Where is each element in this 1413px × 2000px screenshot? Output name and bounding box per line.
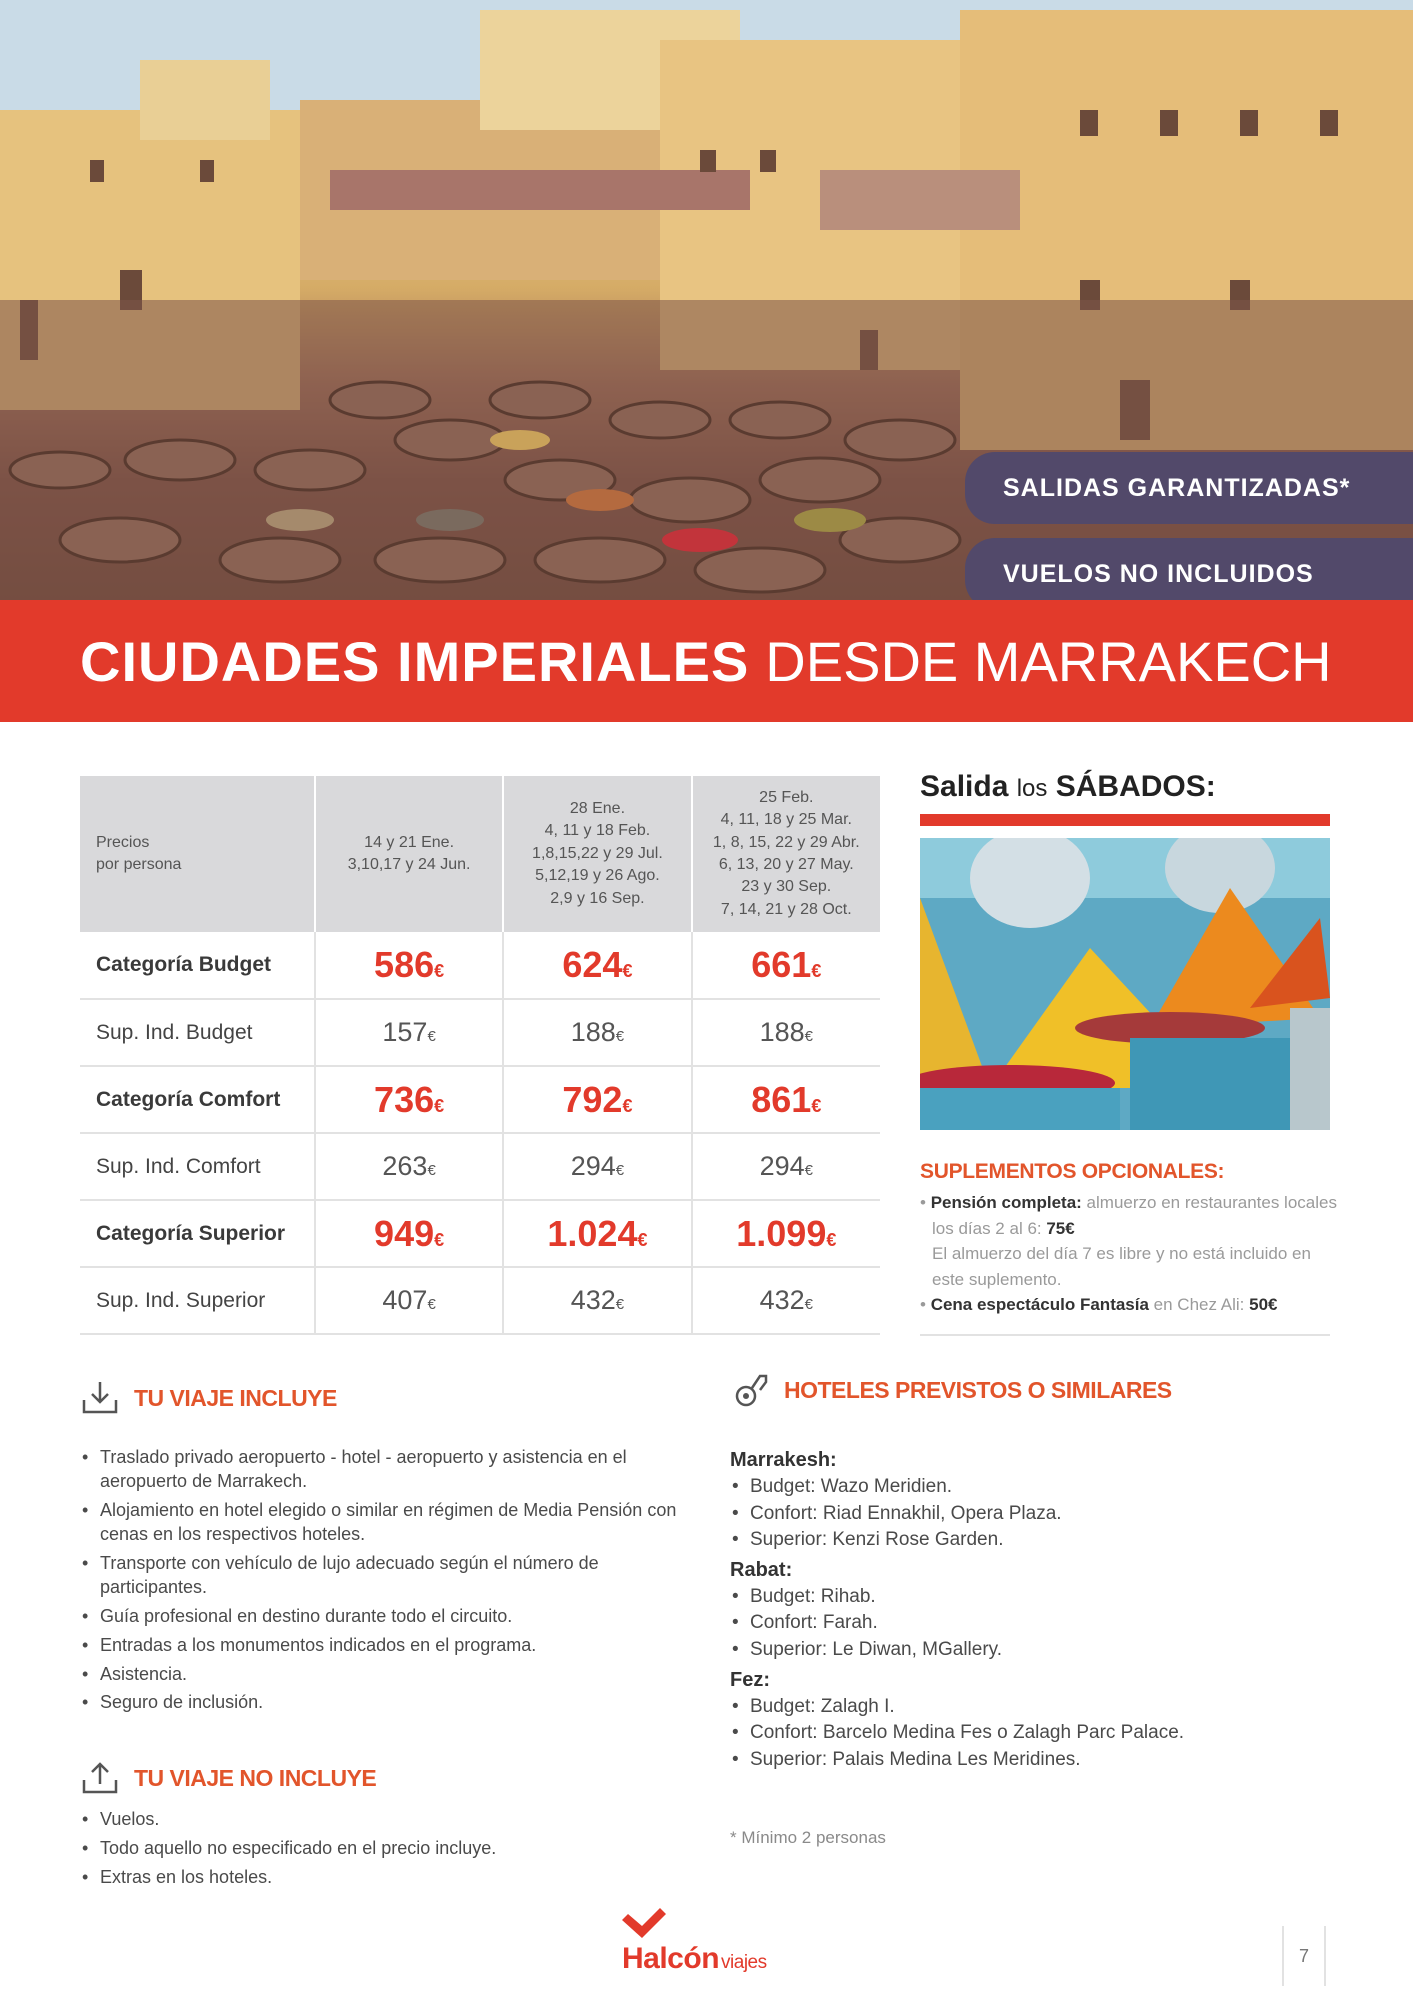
city-hotels — [730, 1474, 1290, 1554]
hoteles-header — [730, 1370, 1172, 1410]
date-line: 3,10,17 y 24 Jun. — [347, 856, 471, 873]
price-value: 432 — [570, 1285, 616, 1315]
row-label: Categoría Comfort — [80, 1066, 315, 1133]
price-table — [80, 776, 880, 1335]
currency-symbol: € — [811, 1095, 822, 1116]
suplemento-pension: • Pensión completa: almuerzo en restaurantes locales los días 2 al 6: 75€ El almuerzo del día 7 es libre y no está incluido en este suplemento. — [920, 1193, 1337, 1289]
currency-symbol: € — [434, 1229, 445, 1250]
row-categoria-budget — [80, 932, 880, 999]
brand-suffix: viajes — [721, 1952, 767, 1973]
incluye-list — [80, 1446, 690, 1720]
price-cell — [315, 1133, 503, 1200]
hotel-item: • Confort: Riad Ennakhil, Opera Plaza. — [730, 1501, 1290, 1528]
price-value: 949 — [374, 1212, 435, 1254]
no-incluye-title: TU VIAJE NO INCLUYE — [134, 1764, 377, 1791]
list-item: • Seguro de inclusión. — [80, 1691, 690, 1715]
list-item: • Alojamiento en hotel elegido o similar en régimen de Media Pensión con cenas en los respectivos hoteles. — [80, 1499, 690, 1547]
brand-logo — [622, 1942, 767, 1976]
list-item: • Transporte con vehículo de lujo adecuado según el número de participantes. — [80, 1552, 690, 1600]
currency-symbol: € — [434, 1095, 445, 1116]
spices-illustration — [920, 838, 1330, 1130]
row-sup-ind-superior — [80, 1267, 880, 1334]
download-icon — [80, 1378, 120, 1418]
row-label: Sup. Ind. Comfort — [80, 1133, 315, 1200]
price-value: 294 — [570, 1151, 616, 1181]
price-cell — [315, 999, 503, 1066]
currency-symbol: € — [434, 961, 445, 981]
price-cell — [503, 1200, 691, 1267]
city-hotels — [730, 1694, 1290, 1774]
row-label: Categoría Budget — [80, 932, 315, 999]
title-strong: CIUDADES IMPERIALES — [80, 629, 750, 693]
header-label-line: por persona — [96, 856, 182, 873]
price-table-header — [80, 776, 880, 932]
suplementos-list — [920, 1190, 1340, 1318]
hotel-item: • Superior: Palais Medina Les Meridines. — [730, 1747, 1290, 1774]
date-line: 23 y 30 Sep. — [741, 878, 832, 896]
row-sup-ind-comfort — [80, 1133, 880, 1200]
date-line: 4, 11 y 18 Feb. — [544, 822, 651, 840]
price-value: 736 — [374, 1078, 435, 1120]
footnote: * Mínimo 2 personas — [730, 1828, 886, 1847]
date-line: 6, 13, 20 y 27 May. — [718, 856, 854, 873]
hotel-key-icon — [730, 1370, 770, 1410]
currency-symbol: € — [615, 1296, 625, 1313]
price-cell — [315, 1200, 503, 1267]
date-line: 7, 14, 21 y 28 Oct. — [720, 900, 852, 918]
brand-name: Halcón — [622, 1942, 720, 1975]
date-column-1 — [315, 776, 503, 932]
price-value: 1.099 — [736, 1212, 827, 1254]
header-precios — [80, 776, 315, 932]
suplemento-cena: • Cena espectáculo Fantasía en Chez Ali: 50€ — [920, 1295, 1278, 1314]
price-value: 294 — [759, 1151, 805, 1181]
price-cell — [692, 932, 880, 999]
suplemento-price: 75€ — [1046, 1218, 1075, 1238]
red-divider — [920, 814, 1330, 826]
suplemento-text: en Chez Ali: — [1148, 1295, 1250, 1314]
price-cell — [692, 999, 880, 1066]
price-value: 188 — [759, 1017, 805, 1047]
currency-symbol: € — [804, 1162, 813, 1179]
city-name: Fez: — [730, 1668, 770, 1691]
hotel-item: • Budget: Wazo Meridien. — [730, 1474, 1290, 1501]
vuelos-no-incluidos-badge: VUELOS NO INCLUIDOS — [965, 538, 1413, 600]
price-cell — [315, 932, 503, 999]
currency-symbol: € — [427, 1162, 436, 1179]
list-item: • Todo aquello no especificado en el precio incluye. — [80, 1837, 690, 1861]
hero-photo-tannery — [0, 0, 1413, 600]
price-value: 432 — [759, 1285, 805, 1315]
row-label: Sup. Ind. Budget — [80, 999, 315, 1066]
city-hotels — [730, 1584, 1290, 1664]
price-cell — [692, 1200, 880, 1267]
hotel-item: • Confort: Farah. — [730, 1610, 1290, 1637]
price-value: 188 — [570, 1017, 616, 1047]
currency-symbol: € — [427, 1296, 436, 1313]
row-label: Sup. Ind. Superior — [80, 1267, 315, 1334]
currency-symbol: € — [804, 1296, 813, 1313]
salida-heading — [920, 770, 1216, 804]
hotels-list — [730, 1444, 1290, 1773]
list-item: • Guía profesional en destino durante todo el circuito. — [80, 1605, 690, 1629]
salida-los: los — [1016, 775, 1048, 802]
currency-symbol: € — [811, 961, 822, 981]
suplemento-note: El almuerzo del día 7 es libre y no está incluido en este suplemento. — [932, 1244, 1311, 1289]
currency-symbol: € — [622, 1095, 633, 1116]
currency-symbol: € — [615, 1162, 625, 1179]
price-cell — [503, 1133, 691, 1200]
hoteles-title: HOTELES PREVISTOS O SIMILARES — [784, 1376, 1172, 1403]
suplemento-bold: Pensión completa: — [930, 1193, 1082, 1212]
hotel-item: • Confort: Barcelo Medina Fes o Zalagh Parc Palace. — [730, 1720, 1290, 1747]
price-cell — [692, 1267, 880, 1334]
salida-day: SÁBADOS: — [1055, 770, 1216, 803]
city-name: Rabat: — [730, 1558, 793, 1581]
list-item: • Traslado privado aeropuerto - hotel - aeropuerto y asistencia en el aeropuerto de Marrakech. — [80, 1446, 690, 1494]
page-title — [0, 600, 1413, 722]
hotel-item: • Superior: Kenzi Rose Garden. — [730, 1527, 1290, 1554]
price-value: 624 — [562, 944, 623, 985]
spices-photo — [920, 838, 1330, 1130]
date-line: 2,9 y 16 Sep. — [550, 889, 645, 907]
upload-icon — [80, 1758, 120, 1798]
row-sup-ind-budget — [80, 999, 880, 1066]
title-light: DESDE MARRAKECH — [765, 629, 1332, 693]
date-line: 25 Feb. — [759, 788, 814, 806]
price-value: 586 — [374, 944, 435, 985]
list-item: • Vuelos. — [80, 1808, 690, 1832]
suplementos-divider — [920, 1334, 1330, 1336]
row-categoria-superior — [80, 1200, 880, 1267]
price-cell — [692, 1133, 880, 1200]
price-cell — [503, 1066, 691, 1133]
no-incluye-list — [80, 1808, 690, 1895]
suplementos-title: SUPLEMENTOS OPCIONALES: — [920, 1160, 1225, 1183]
salidas-garantizadas-badge: SALIDAS GARANTIZADAS* — [965, 452, 1413, 524]
row-label: Categoría Superior — [80, 1200, 315, 1267]
list-item: • Entradas a los monumentos indicados en el programa. — [80, 1634, 690, 1658]
incluye-title: TU VIAJE INCLUYE — [134, 1384, 337, 1411]
no-incluye-header — [80, 1758, 376, 1798]
price-value: 792 — [562, 1078, 623, 1120]
list-item: • Asistencia. — [80, 1663, 690, 1687]
currency-symbol: € — [826, 1229, 837, 1250]
salida-prefix: Salida — [920, 770, 1009, 803]
currency-symbol: € — [615, 1028, 625, 1045]
price-value: 263 — [382, 1151, 428, 1181]
price-value: 661 — [751, 944, 812, 985]
date-column-3 — [692, 776, 880, 932]
incluye-header — [80, 1378, 337, 1418]
list-item: • Extras en los hoteles. — [80, 1866, 690, 1890]
date-line: 4, 11, 18 y 25 Mar. — [720, 811, 852, 829]
price-value: 157 — [382, 1017, 428, 1047]
price-value: 861 — [751, 1078, 812, 1120]
price-cell — [315, 1267, 503, 1334]
currency-symbol: € — [804, 1028, 813, 1045]
price-value: 407 — [382, 1285, 428, 1315]
currency-symbol: € — [427, 1028, 436, 1045]
row-categoria-comfort — [80, 1066, 880, 1133]
city-name: Marrakesh: — [730, 1449, 837, 1471]
header-label-line: Precios — [96, 833, 150, 851]
price-cell — [503, 999, 691, 1066]
currency-symbol: € — [622, 961, 633, 981]
page-number: 7 — [1282, 1926, 1326, 1986]
suplemento-text: almuerzo en restaurantes locales los días 2 al 6: — [932, 1193, 1337, 1238]
date-line: 14 y 21 Ene. — [364, 833, 455, 851]
price-cell — [692, 1066, 880, 1133]
currency-symbol: € — [637, 1229, 648, 1250]
date-line: 5,12,19 y 26 Ago. — [535, 867, 660, 885]
price-cell — [315, 1066, 503, 1133]
date-line: 1,8,15,22 y 29 Jul. — [532, 844, 663, 862]
suplemento-bold: Cena espectáculo Fantasía — [930, 1295, 1149, 1314]
price-cell — [503, 932, 691, 999]
suplemento-price: 50€ — [1249, 1295, 1278, 1314]
hotel-item: • Superior: Le Diwan, MGallery. — [730, 1637, 1290, 1664]
date-line: 1, 8, 15, 22 y 29 Abr. — [712, 833, 860, 851]
price-value: 1.024 — [547, 1212, 638, 1254]
date-column-2 — [503, 776, 691, 932]
date-line: 28 Ene. — [569, 800, 626, 818]
hotel-item: • Budget: Rihab. — [730, 1584, 1290, 1611]
price-cell — [503, 1267, 691, 1334]
hotel-item: • Budget: Zalagh I. — [730, 1694, 1290, 1721]
